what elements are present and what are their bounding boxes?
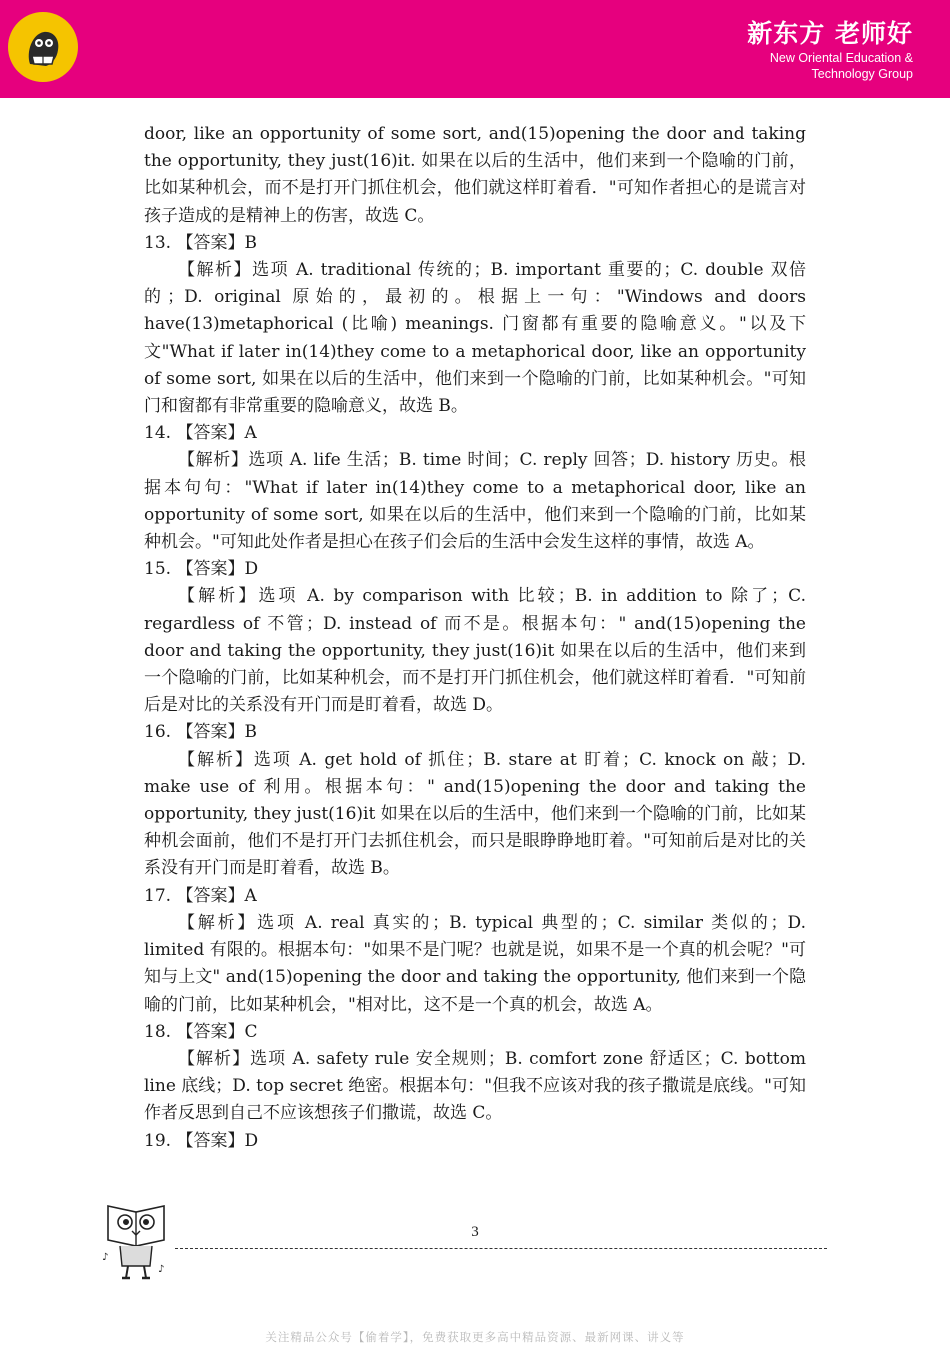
explanation: 【解析】选项 A. traditional 传统的；B. important 重要的；C. double 双倍的；D. original 原始的，最初的。根据上一句："Windows and doors have(13)metaphorical (比喻) meanings. 门窗都有重要的隐喻意义。"以及下文"What if later in(14)they come to a metaphorical door, like an opportunity of some sort, 如果在以后的生活中，他们来到一个隐喻的门前，比如某种机会。"可知门和窗都有非常重要的隐喻意义，故选 B。 — [144, 260, 806, 417]
answer-explanations — [144, 121, 806, 1155]
footer-note: 关注精品公众号【偷着学】，免费获取更多高中精品资源、最新网课、讲义等 — [265, 1330, 685, 1344]
answer-heading: 19. 【答案】D — [144, 1130, 259, 1151]
explanation: 【解析】选项 A. safety rule 安全规则；B. comfort zone 舒适区；C. bottom line 底线；D. top secret 绝密。根据本句："但我不应该对我的孩子撒谎是底线。"可知作者反思到自己不应该想孩子们撒谎，故选 C。 — [144, 1048, 806, 1124]
svg-text:♪: ♪ — [102, 1252, 109, 1263]
explanation: 【解析】选项 A. life 生活；B. time 时间；C. reply 回答；D. history 历史。根据本句句："What if later in(14)they come to a metaphorical door, like an opportunity of some sort, 如果在以后的生活中，他们来到一个隐喻的门前，比如某种机会。"可知此处作者是担心在孩子们会后的生活中会发生这样的事情，故选 A。 — [144, 450, 806, 553]
answer-heading: 13. 【答案】B — [144, 232, 257, 253]
page-header — [0, 0, 950, 98]
brand-en-line1: New Oriental Education & — [769, 51, 913, 65]
footer-divider — [175, 1248, 827, 1249]
answer-heading: 14. 【答案】A — [144, 423, 257, 444]
svg-text:♪: ♪ — [158, 1264, 165, 1275]
brand-en-line2: Technology Group — [811, 67, 913, 81]
answer-heading: 18. 【答案】C — [144, 1021, 258, 1042]
reading-owl-figure-icon — [102, 1200, 170, 1288]
answer-heading: 15. 【答案】D — [144, 559, 259, 580]
answer-heading: 17. 【答案】A — [144, 885, 257, 906]
explanation: 【解析】选项 A. real 真实的；B. typical 典型的；C. similar 类似的；D. limited 有限的。根据本句："如果不是门呢？也就是说，如果不是一个真的机会呢？"可知与上文" and(15)opening the door and taking the opportunity, 他们来到一个隐喻的门前，比如某种机会，"相对比，这不是一个真的机会，故选 A。 — [144, 912, 806, 1015]
answer-heading: 16. 【答案】B — [144, 722, 257, 743]
brand-name-chinese: 新东方 老师好 — [747, 19, 913, 48]
explanation: 【解析】选项 A. get hold of 抓住；B. stare at 盯着；C. knock on 敲；D. make use of 利用。根据本句：" and(15)opening the door and taking the opportunity, they just(16)it 如果在以后的生活中，他们来到一个隐喻的门前，比如某种机会面前，他们不是打开门去抓住机会，而只是眼睁睁地盯着。"可知前后是对比的关系没有开门而是盯着看，故选 B。 — [144, 749, 806, 879]
paragraph: door, like an opportunity of some sort, and(15)opening the door and taking the opportunity, they just(16)it. 如果在以后的生活中，他们来到一个隐喻的门前，比如某种机会，而不是打开门抓住机会，他们就这样盯着看．"可知作者担心的是谎言对孩子造成的是精神上的伤害，故选 C。 — [144, 124, 806, 226]
brand-name-english — [770, 50, 913, 82]
mascot-logo-icon — [8, 12, 78, 82]
explanation: 【解析】选项 A. by comparison with 比较；B. in addition to 除了；C. regardless of 不管；D. instead of 而不是。根据本句：" and(15)opening the door and taking the opportunity, they just(16)it 如果在以后的生活中，他们来到一个隐喻的门前，比如某种机会，而不是打开门抓住机会，他们就这样盯着看．"可知前后是对比的关系没有开门而是盯着看，故选 D。 — [144, 586, 806, 716]
page-number: 3 — [471, 1224, 479, 1240]
